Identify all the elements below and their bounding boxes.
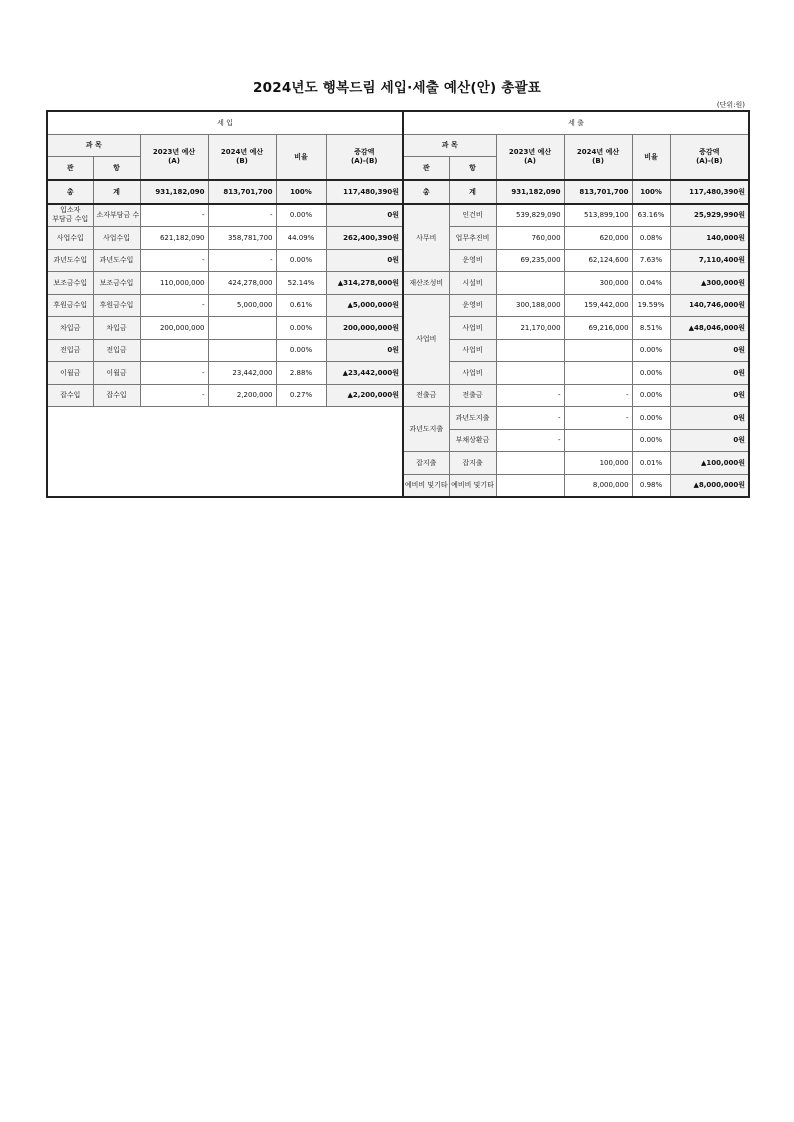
rev-2024: 358,781,700 bbox=[208, 227, 276, 250]
exp-diff: 140,746,000원 bbox=[670, 294, 749, 317]
rev-hang: 잡수입 bbox=[93, 384, 140, 407]
exp-diff: ▲300,000원 bbox=[670, 272, 749, 295]
rev-ratio: 0.27% bbox=[276, 384, 326, 407]
section-header-row bbox=[47, 111, 749, 134]
rev-2023: - bbox=[140, 384, 208, 407]
exp-2024: 69,216,000 bbox=[564, 317, 632, 340]
rev-gwan: 보조금수입 bbox=[47, 272, 93, 295]
rev-gwan: 전입금 bbox=[47, 339, 93, 362]
rev-2024: 2,200,000 bbox=[208, 384, 276, 407]
rev-2023: - bbox=[140, 362, 208, 385]
rev-diff-header-l2: (A)-(B) bbox=[351, 156, 378, 165]
rev-hang: 보조금수입 bbox=[93, 272, 140, 295]
rev-diff: 0원 bbox=[326, 339, 403, 362]
rev-hang: 후원금수입 bbox=[93, 294, 140, 317]
exp-diff: ▲48,046,000원 bbox=[670, 317, 749, 340]
exp-2023: - bbox=[496, 384, 564, 407]
table-row bbox=[47, 272, 749, 295]
rev-gwan: 차입금 bbox=[47, 317, 93, 340]
unit-label: (단위:원) bbox=[716, 101, 745, 109]
rev-total-label-b: 계 bbox=[93, 180, 140, 204]
rev-hang: 사업수입 bbox=[93, 227, 140, 250]
exp-ratio: 63.16% bbox=[632, 204, 670, 227]
exp-2023: 69,235,000 bbox=[496, 249, 564, 272]
exp-2024: 100,000 bbox=[564, 452, 632, 475]
exp-ratio: 0.04% bbox=[632, 272, 670, 295]
exp-hang: 사업비 bbox=[449, 317, 496, 340]
table-row bbox=[47, 294, 749, 317]
exp-2024: 513,899,100 bbox=[564, 204, 632, 227]
exp-hang: 운영비 bbox=[449, 249, 496, 272]
exp-diff: 7,110,400원 bbox=[670, 249, 749, 272]
exp-hang: 사업비 bbox=[449, 339, 496, 362]
rev-ratio: 0.00% bbox=[276, 339, 326, 362]
rev-ratio: 0.00% bbox=[276, 249, 326, 272]
rev-gwan: 후원금수입 bbox=[47, 294, 93, 317]
exp-2024: 62,124,600 bbox=[564, 249, 632, 272]
table-row bbox=[47, 227, 749, 250]
rev-2023: 621,182,090 bbox=[140, 227, 208, 250]
rev-total-label-a: 총 bbox=[47, 180, 93, 204]
exp-hang: 사업비 bbox=[449, 362, 496, 385]
expense-section-header: 세 출 bbox=[403, 111, 749, 134]
rev-2024-header-l1: 2024년 예산 bbox=[220, 147, 264, 156]
rev-gwan: 과년도수입 bbox=[47, 249, 93, 272]
exp-ratio: 7.63% bbox=[632, 249, 670, 272]
exp-diff: 0원 bbox=[670, 407, 749, 430]
rev-2023 bbox=[140, 339, 208, 362]
rev-total-ratio: 100% bbox=[276, 180, 326, 204]
table-row bbox=[47, 339, 749, 362]
total-row bbox=[47, 180, 749, 204]
rev-hang: 이월금 bbox=[93, 362, 140, 385]
rev-2024 bbox=[208, 339, 276, 362]
rev-total-2023: 931,182,090 bbox=[140, 180, 208, 204]
exp-2023 bbox=[496, 339, 564, 362]
exp-gwan-jaesan: 재산조성비 bbox=[403, 272, 449, 295]
exp-2023-header bbox=[496, 134, 564, 180]
exp-diff-header bbox=[670, 134, 749, 180]
exp-2024 bbox=[564, 362, 632, 385]
exp-2023-header-l1: 2023년 예산 bbox=[508, 147, 552, 156]
exp-ratio: 0.00% bbox=[632, 362, 670, 385]
exp-2024: - bbox=[564, 384, 632, 407]
rev-diff: 262,400,390원 bbox=[326, 227, 403, 250]
exp-2023: 21,170,000 bbox=[496, 317, 564, 340]
exp-2023 bbox=[496, 362, 564, 385]
exp-hang: 시설비 bbox=[449, 272, 496, 295]
rev-ratio: 0.00% bbox=[276, 204, 326, 227]
rev-ratio: 0.61% bbox=[276, 294, 326, 317]
rev-diff: ▲314,278,000원 bbox=[326, 272, 403, 295]
rev-ratio-header: 비율 bbox=[276, 134, 326, 180]
exp-hang: 잡지출 bbox=[449, 452, 496, 475]
rev-2023-header-l1: 2023년 예산 bbox=[152, 147, 196, 156]
rev-gwan-l1: 입소자 bbox=[60, 206, 81, 215]
rev-ratio: 44.09% bbox=[276, 227, 326, 250]
exp-ratio: 0.08% bbox=[632, 227, 670, 250]
exp-diff: 140,000원 bbox=[670, 227, 749, 250]
rev-diff: ▲23,442,000원 bbox=[326, 362, 403, 385]
exp-ratio: 0.01% bbox=[632, 452, 670, 475]
rev-hang-header: 항 bbox=[93, 157, 140, 180]
rev-2024: - bbox=[208, 249, 276, 272]
exp-2024: 620,000 bbox=[564, 227, 632, 250]
table-row bbox=[47, 204, 749, 227]
rev-gwan: 사업수입 bbox=[47, 227, 93, 250]
rev-2023-header bbox=[140, 134, 208, 180]
exp-gwan-gwanyeon: 과년도지출 bbox=[403, 407, 449, 452]
exp-2024 bbox=[564, 339, 632, 362]
exp-total-label-b: 계 bbox=[449, 180, 496, 204]
exp-hang-header: 항 bbox=[449, 157, 496, 180]
rev-2024: - bbox=[208, 204, 276, 227]
rev-2023: - bbox=[140, 294, 208, 317]
exp-diff: ▲100,000원 bbox=[670, 452, 749, 475]
exp-gwan-saeopbi: 사업비 bbox=[403, 294, 449, 384]
exp-hang: 과년도지출 bbox=[449, 407, 496, 430]
revenue-section-header: 세 입 bbox=[47, 111, 403, 134]
exp-2024: 300,000 bbox=[564, 272, 632, 295]
rev-hang: 소자부담금 수 bbox=[93, 204, 140, 227]
exp-gwamok-header: 과 목 bbox=[403, 134, 496, 157]
rev-2024: 23,442,000 bbox=[208, 362, 276, 385]
rev-diff: ▲2,200,000원 bbox=[326, 384, 403, 407]
document-title: 2024년도 행복드림 세입·세출 예산(안) 총괄표 bbox=[253, 80, 541, 96]
exp-2023 bbox=[496, 452, 564, 475]
exp-2023 bbox=[496, 272, 564, 295]
exp-2024-header-l2: (B) bbox=[592, 156, 604, 165]
exp-2023: 760,000 bbox=[496, 227, 564, 250]
rev-ratio: 2.88% bbox=[276, 362, 326, 385]
rev-gwan-header: 관 bbox=[47, 157, 93, 180]
rev-ratio: 0.00% bbox=[276, 317, 326, 340]
rev-gwamok-header: 과 목 bbox=[47, 134, 140, 157]
rev-total-2024: 813,701,700 bbox=[208, 180, 276, 204]
rev-total-diff: 117,480,390원 bbox=[326, 180, 403, 204]
exp-hang: 운영비 bbox=[449, 294, 496, 317]
rev-gwan: 잡수입 bbox=[47, 384, 93, 407]
exp-hang: 인건비 bbox=[449, 204, 496, 227]
rev-ratio: 52.14% bbox=[276, 272, 326, 295]
budget-summary-table bbox=[46, 110, 750, 498]
table-row bbox=[47, 362, 749, 385]
rev-gwan-l2: 부담금 수입 bbox=[52, 215, 89, 224]
rev-diff-header-l1: 증감액 bbox=[354, 147, 375, 156]
rev-2024-header-l2: (B) bbox=[236, 156, 248, 165]
exp-total-2024: 813,701,700 bbox=[564, 180, 632, 204]
column-header-row bbox=[47, 134, 749, 157]
exp-diff: 0원 bbox=[670, 362, 749, 385]
exp-diff: 0원 bbox=[670, 429, 749, 452]
rev-2023: - bbox=[140, 249, 208, 272]
rev-2023: - bbox=[140, 204, 208, 227]
rev-2023: 200,000,000 bbox=[140, 317, 208, 340]
rev-diff: ▲5,000,000원 bbox=[326, 294, 403, 317]
exp-2023: - bbox=[496, 429, 564, 452]
rev-2024 bbox=[208, 317, 276, 340]
exp-2023-header-l2: (A) bbox=[524, 156, 536, 165]
table-row bbox=[47, 407, 749, 430]
table-row bbox=[47, 249, 749, 272]
exp-total-diff: 117,480,390원 bbox=[670, 180, 749, 204]
rev-2024: 424,278,000 bbox=[208, 272, 276, 295]
exp-gwan-samubi: 사무비 bbox=[403, 204, 449, 272]
exp-ratio: 0.98% bbox=[632, 474, 670, 497]
exp-2023: - bbox=[496, 407, 564, 430]
exp-total-ratio: 100% bbox=[632, 180, 670, 204]
exp-2023: 539,829,090 bbox=[496, 204, 564, 227]
exp-gwan-jeonchul: 전출금 bbox=[403, 384, 449, 407]
exp-diff: 0원 bbox=[670, 384, 749, 407]
rev-diff: 200,000,000원 bbox=[326, 317, 403, 340]
exp-2023 bbox=[496, 474, 564, 497]
exp-total-2023: 931,182,090 bbox=[496, 180, 564, 204]
exp-hang: 업무추진비 bbox=[449, 227, 496, 250]
exp-ratio: 0.00% bbox=[632, 339, 670, 362]
exp-diff: ▲8,000,000원 bbox=[670, 474, 749, 497]
exp-2024-header-l1: 2024년 예산 bbox=[576, 147, 620, 156]
rev-diff-header bbox=[326, 134, 403, 180]
table-row bbox=[47, 384, 749, 407]
rev-2024-header bbox=[208, 134, 276, 180]
rev-hang: 차입금 bbox=[93, 317, 140, 340]
rev-hang: 과년도수입 bbox=[93, 249, 140, 272]
exp-2024-header bbox=[564, 134, 632, 180]
rev-2023: 110,000,000 bbox=[140, 272, 208, 295]
exp-2024: 8,000,000 bbox=[564, 474, 632, 497]
table-row bbox=[47, 317, 749, 340]
exp-diff-header-l1: 증감액 bbox=[699, 147, 720, 156]
rev-gwan bbox=[47, 204, 93, 227]
exp-2024 bbox=[564, 429, 632, 452]
exp-ratio: 0.00% bbox=[632, 407, 670, 430]
rev-2023-header-l2: (A) bbox=[168, 156, 180, 165]
exp-ratio: 19.59% bbox=[632, 294, 670, 317]
exp-hang: 예비비 및기타 bbox=[449, 474, 496, 497]
rev-diff: 0원 bbox=[326, 249, 403, 272]
exp-ratio-header: 비율 bbox=[632, 134, 670, 180]
rev-hang: 전입금 bbox=[93, 339, 140, 362]
exp-diff-header-l2: (A)-(B) bbox=[696, 156, 723, 165]
rev-2024: 5,000,000 bbox=[208, 294, 276, 317]
exp-ratio: 0.00% bbox=[632, 429, 670, 452]
exp-gwan-header: 관 bbox=[403, 157, 449, 180]
exp-hang: 부채상환금 bbox=[449, 429, 496, 452]
exp-diff: 0원 bbox=[670, 339, 749, 362]
exp-ratio: 0.00% bbox=[632, 384, 670, 407]
exp-diff: 25,929,990원 bbox=[670, 204, 749, 227]
exp-total-label-a: 총 bbox=[403, 180, 449, 204]
rev-diff: 0원 bbox=[326, 204, 403, 227]
exp-ratio: 8.51% bbox=[632, 317, 670, 340]
exp-2024: 159,442,000 bbox=[564, 294, 632, 317]
exp-hang: 전출금 bbox=[449, 384, 496, 407]
exp-gwan-japji: 잡지출 bbox=[403, 452, 449, 475]
exp-2024: - bbox=[564, 407, 632, 430]
exp-gwan-yebi: 예비비 및기타 bbox=[403, 474, 449, 497]
rev-gwan: 이월금 bbox=[47, 362, 93, 385]
revenue-empty-area bbox=[47, 407, 403, 498]
exp-2023: 300,188,000 bbox=[496, 294, 564, 317]
